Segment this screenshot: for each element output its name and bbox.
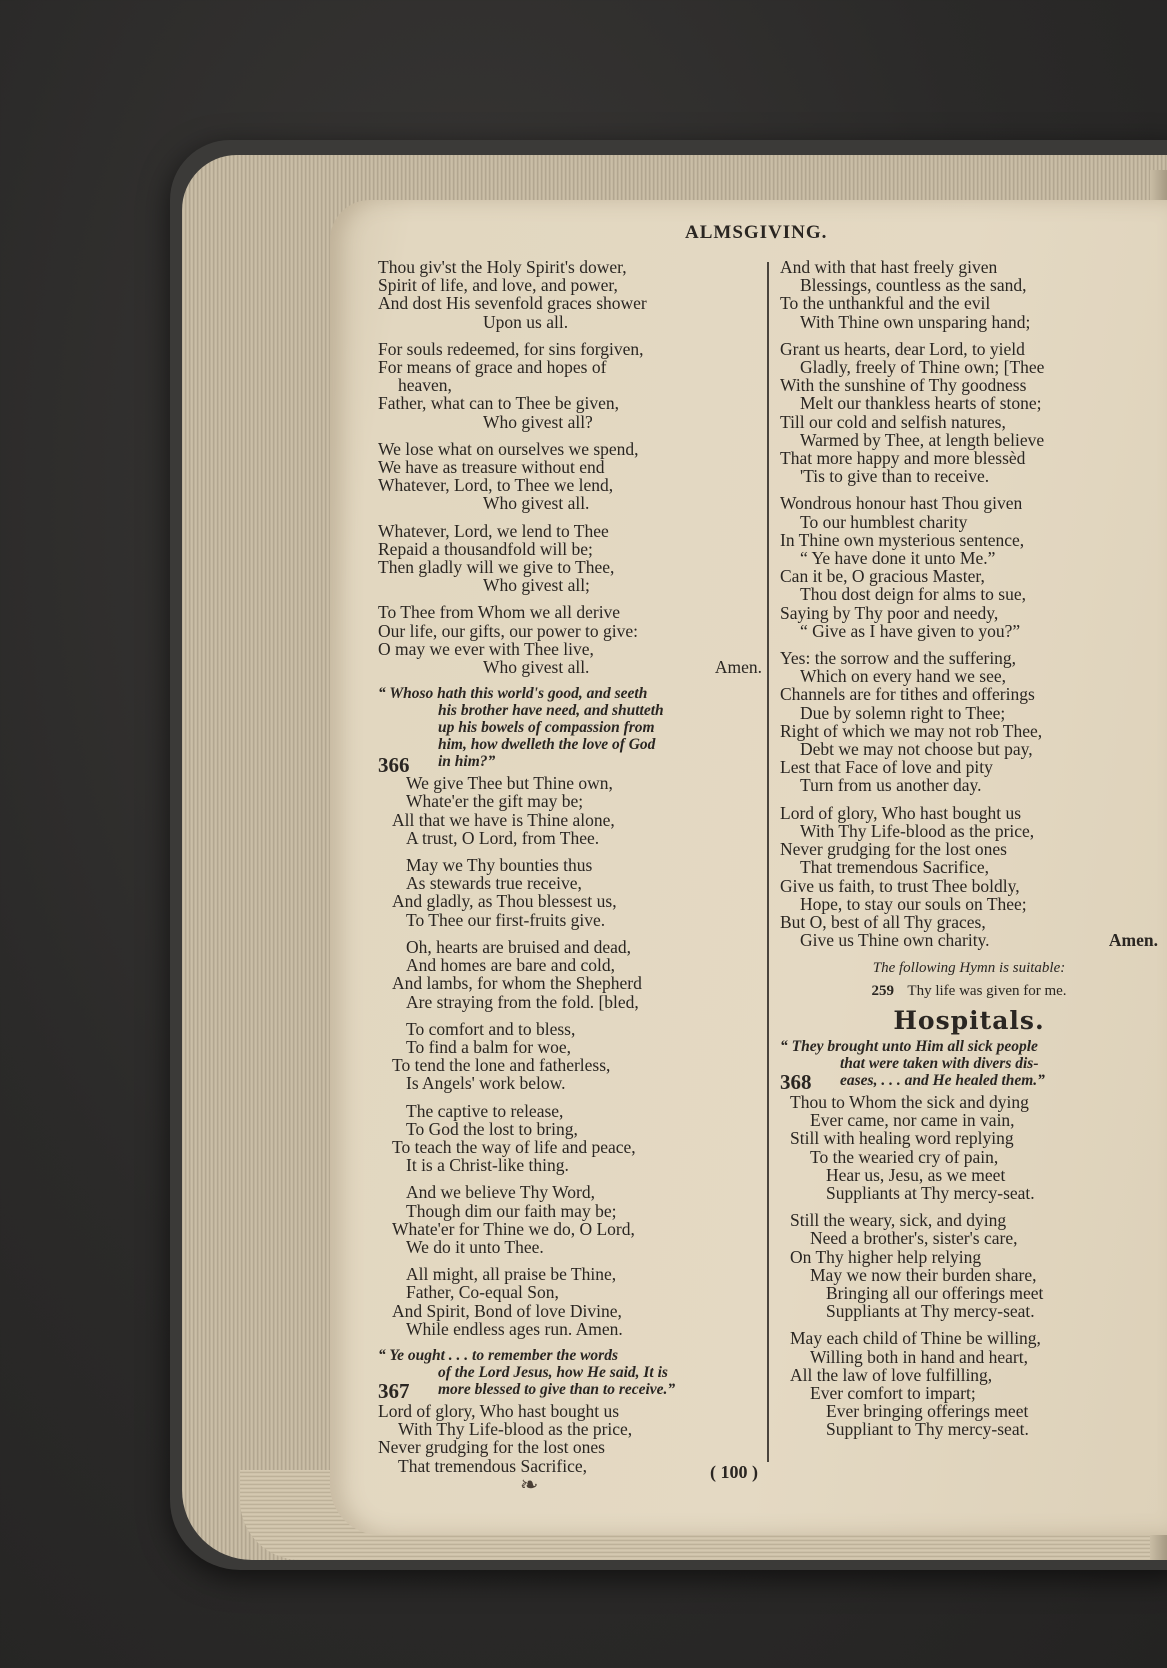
verse-line: Who givest all? <box>483 411 593 432</box>
amen-line <box>378 658 762 676</box>
hymn-body <box>378 774 762 1338</box>
stanza <box>780 340 1158 486</box>
verse-line: The captive to release, <box>406 1100 564 1121</box>
stanza <box>392 1264 762 1339</box>
stanza <box>790 1093 1158 1202</box>
verse-line: Lest that Face of love and pity <box>780 757 993 778</box>
verse-line: And dost His sevenfold graces shower <box>378 293 647 314</box>
verse-line: Right of which we may not rob Thee, <box>780 720 1043 741</box>
verse-line: Hear us, Jesu, as we meet <box>826 1164 1006 1185</box>
reference-title: Thy life was given for me. <box>907 982 1067 999</box>
verse-line: All might, all praise be Thine, <box>406 1264 617 1285</box>
stanza <box>780 804 1158 950</box>
suitable-note: The following Hymn is suitable: <box>872 960 1066 977</box>
verse-line: That tremendous Sacrifice, <box>398 1455 588 1476</box>
verse-line: Whatever, Lord, to Thee we lend, <box>378 475 614 496</box>
section-title: Hospitals. <box>893 1005 1045 1035</box>
verse-line: Need a brother's, sister's care, <box>810 1228 1018 1249</box>
verse-line: And lambs, for whom the Shepherd <box>392 973 642 994</box>
verse-line: heaven, <box>398 375 452 396</box>
verse-line: For souls redeemed, for sins forgiven, <box>378 338 644 359</box>
epigraph-line: that were taken with divers dis- <box>840 1054 1039 1072</box>
verse-line: Our life, our gifts, our power to give: <box>378 620 639 641</box>
verse-line: “ Give as I have given to you?” <box>800 620 1021 641</box>
verse-line: Never grudging for the lost ones <box>780 839 1007 860</box>
verse-line: Debt we may not choose but pay, <box>800 739 1033 760</box>
stanza <box>378 258 762 331</box>
verse-line: And homes are bare and cold, <box>406 955 615 976</box>
verse-line: To Thee from Whom we all derive <box>378 602 621 623</box>
verse-line: Ever bringing offerings meet <box>826 1401 1029 1422</box>
verse-line: It is a Christ-like thing. <box>406 1155 569 1176</box>
verse-line: Whatever, Lord, we lend to Thee <box>378 520 609 541</box>
stanza <box>378 440 762 513</box>
hymn-number: 367 <box>378 1378 410 1403</box>
verse-line: Though dim our faith may be; <box>406 1200 617 1221</box>
verse-line: Father, what can to Thee be given, <box>378 393 619 414</box>
verse-line: Who givest all. <box>483 657 590 678</box>
stanza <box>392 855 762 930</box>
epigraph-line: “ They brought unto Him all sick people <box>780 1037 1038 1055</box>
running-head: ALMSGIVING. <box>685 222 828 243</box>
verse-line: Bringing all our offerings meet <box>826 1282 1044 1303</box>
verse-line: Suppliants at Thy mercy-seat. <box>826 1301 1035 1322</box>
verse-line: “ Ye have done it unto Me.” <box>800 548 996 569</box>
verse-line: Are straying from the fold. [bled, <box>406 991 639 1012</box>
hymn-body <box>780 1093 1158 1439</box>
epigraph-line: more blessed to give than to receive.” <box>438 1380 676 1398</box>
verse-line: Suppliant to Thy mercy-seat. <box>826 1419 1029 1440</box>
amen-line <box>780 931 1158 949</box>
verse-line: And with that hast freely given <box>780 257 998 277</box>
hymn-reference <box>780 982 1158 1000</box>
verse-line: Saying by Thy poor and needy, <box>780 602 999 623</box>
verse-line: Give us faith, to trust Thee boldly, <box>780 875 1020 896</box>
verse-line: To teach the way of life and peace, <box>392 1136 636 1157</box>
stanza <box>378 603 762 676</box>
verse-line: And Spirit, Bond of love Divine, <box>392 1300 622 1321</box>
verse-line: Give us Thine own charity. <box>800 930 990 951</box>
verse-line: Yes: the sorrow and the suffering, <box>780 648 1017 669</box>
epigraph-line: “ Whoso hath this world's good, and seeth <box>378 685 648 703</box>
verse-line: Then gladly will we give to Thee, <box>378 557 615 578</box>
verse-line: May each child of Thine be willing, <box>790 1328 1041 1349</box>
verse-line: In Thine own mysterious sentence, <box>780 529 1025 550</box>
verse-line: Till our cold and selfish natures, <box>780 411 1006 432</box>
stanza <box>780 258 1158 331</box>
epigraph-line: in him?” <box>438 753 496 771</box>
verse-line: May we now their burden share, <box>810 1264 1037 1285</box>
hymn-body <box>378 1402 762 1475</box>
verse-line: On Thy higher help relying <box>790 1246 982 1267</box>
stanza <box>392 936 762 1012</box>
right-column <box>780 258 1158 1448</box>
verse-line: With Thy Life-blood as the price, <box>398 1419 633 1440</box>
epigraph-line: up his bowels of compassion from <box>438 719 655 737</box>
verse-line: But O, best of all Thy graces, <box>780 911 986 932</box>
verse-line: Turn from us another day. <box>800 775 982 796</box>
verse-line: As stewards true receive, <box>406 873 582 894</box>
verse-line: That tremendous Sacrifice, <box>800 857 990 878</box>
verse-line: To find a balm for woe, <box>406 1036 571 1057</box>
verse-line: Due by solemn right to Thee; <box>800 702 1006 723</box>
verse-line: May we Thy bounties thus <box>406 855 593 876</box>
verse-line: With the sunshine of Thy goodness <box>780 375 1027 396</box>
epigraph-367 <box>378 1346 762 1403</box>
verse-line: Still with healing word replying <box>790 1128 1014 1149</box>
stanza <box>780 494 1158 640</box>
verse-line: Ever comfort to impart; <box>810 1382 976 1403</box>
stanza <box>392 773 762 848</box>
stanza <box>790 1211 1158 1320</box>
verse-line: Whate'er the gift may be; <box>406 791 584 812</box>
verse-line: We lose what on ourselves we spend, <box>378 438 639 459</box>
printer-ornament-icon: ❧ <box>520 1472 539 1497</box>
column-rule <box>767 262 769 1462</box>
epigraph-366 <box>378 685 762 770</box>
verse-line: To the unthankful and the evil <box>780 293 991 314</box>
verse-line: Channels are for tithes and offerings <box>780 684 1035 705</box>
verse-line: Father, Co-equal Son, <box>406 1282 559 1303</box>
stanza <box>378 522 762 595</box>
verse-line: With Thine own unsparing hand; <box>800 311 1031 332</box>
verse-line: Still the weary, sick, and dying <box>790 1210 1007 1231</box>
verse-line: Suppliants at Thy mercy-seat. <box>826 1182 1035 1203</box>
epigraph-line: him, how dwelleth the love of God <box>438 736 656 754</box>
verse-line: That more happy and more blessèd <box>780 448 1026 469</box>
stanza <box>780 649 1158 795</box>
verse-line: To comfort and to bless, <box>406 1018 576 1039</box>
verse-line: To our humblest charity <box>800 511 968 532</box>
verse-line: Can it be, O gracious Master, <box>780 566 985 587</box>
verse-line: Lord of glory, Who hast bought us <box>378 1400 620 1421</box>
verse-line: Upon us all. <box>483 311 569 332</box>
verse-line: Ever came, nor came in vain, <box>810 1110 1015 1131</box>
verse-line: Never grudging for the lost ones <box>378 1437 605 1458</box>
verse-line: And we believe Thy Word, <box>406 1182 595 1203</box>
stanza <box>392 1100 762 1176</box>
verse-line: Grant us hearts, dear Lord, to yield <box>780 338 1025 359</box>
verse-line: Thou to Whom the sick and dying <box>790 1091 1029 1112</box>
verse-line: A trust, O Lord, from Thee. <box>406 827 600 848</box>
verse-line: To tend the lone and fatherless, <box>392 1055 611 1076</box>
verse-line: Repaid a thousandfold will be; <box>378 538 593 559</box>
verse-line: Warmed by Thee, at length believe <box>800 429 1045 450</box>
verse-line: We give Thee but Thine own, <box>406 773 613 794</box>
verse-line: Thou giv'st the Holy Spirit's dower, <box>378 257 627 277</box>
hymnal-page <box>330 200 1167 1535</box>
verse-line: And gladly, as Thou blessest us, <box>392 891 617 912</box>
verse-line: Blessings, countless as the sand, <box>800 275 1027 296</box>
epigraph-line: eases, . . . and He healed them.” <box>840 1071 1045 1089</box>
verse-line: To God the lost to bring, <box>406 1118 578 1139</box>
epigraph-line: his brother have need, and shutteth <box>438 702 664 720</box>
verse-line: 'Tis to give than to receive. <box>800 466 990 487</box>
verse-line: While endless ages run. Amen. <box>406 1318 623 1339</box>
verse-line: O may we ever with Thee live, <box>378 638 594 659</box>
verse-line: Which on every hand we see, <box>800 666 1007 687</box>
verse-line: Thou dost deign for alms to sue, <box>800 584 1027 605</box>
amen: Amen. <box>1108 930 1158 951</box>
verse-line: We have as treasure without end <box>378 457 605 478</box>
verse-line: Who givest all. <box>483 493 590 514</box>
stanza <box>392 1182 762 1257</box>
verse-line: For means of grace and hopes of <box>378 357 607 378</box>
verse-line: Spirit of life, and love, and power, <box>378 275 618 296</box>
stanza <box>378 340 762 431</box>
verse-line: Oh, hearts are bruised and dead, <box>406 936 631 957</box>
verse-line: All the law of love fulfilling, <box>790 1364 993 1385</box>
verse-line: With Thy Life-blood as the price, <box>800 820 1035 841</box>
left-stanzas <box>378 258 762 676</box>
page-number: ( 100 ) <box>710 1462 758 1482</box>
verse-line: Who givest all; <box>483 575 590 596</box>
verse-line: Is Angels' work below. <box>406 1073 566 1094</box>
stanza <box>392 1018 762 1094</box>
verse-line: Willing both in hand and heart, <box>810 1346 1028 1367</box>
reference-number: 259 <box>871 982 894 999</box>
amen: Amen. <box>714 657 762 678</box>
verse-line: All that we have is Thine alone, <box>392 809 615 830</box>
verse-line: Hope, to stay our souls on Thee; <box>800 893 1027 914</box>
left-column <box>378 258 762 1475</box>
verse-line: Whate'er for Thine we do, O Lord, <box>392 1218 635 1239</box>
verse-line: Melt our thankless hearts of stone; <box>800 393 1042 414</box>
epigraph-368 <box>780 1037 1158 1094</box>
hymn-number: 366 <box>378 753 410 778</box>
epigraph-line: “ Ye ought . . . to remember the words <box>378 1346 618 1364</box>
verse-line: Gladly, freely of Thine own; [Thee <box>800 357 1045 378</box>
hymn-number: 368 <box>780 1069 812 1094</box>
stanza <box>790 1329 1158 1438</box>
epigraph-line: of the Lord Jesus, how He said, It is <box>438 1363 668 1381</box>
verse-line: To the wearied cry of pain, <box>810 1146 999 1167</box>
verse-line: Lord of glory, Who hast bought us <box>780 802 1022 823</box>
verse-line: To Thee our first-fruits give. <box>406 909 606 930</box>
verse-line: We do it unto Thee. <box>406 1236 544 1257</box>
verse-line: Wondrous honour hast Thou given <box>780 493 1023 514</box>
